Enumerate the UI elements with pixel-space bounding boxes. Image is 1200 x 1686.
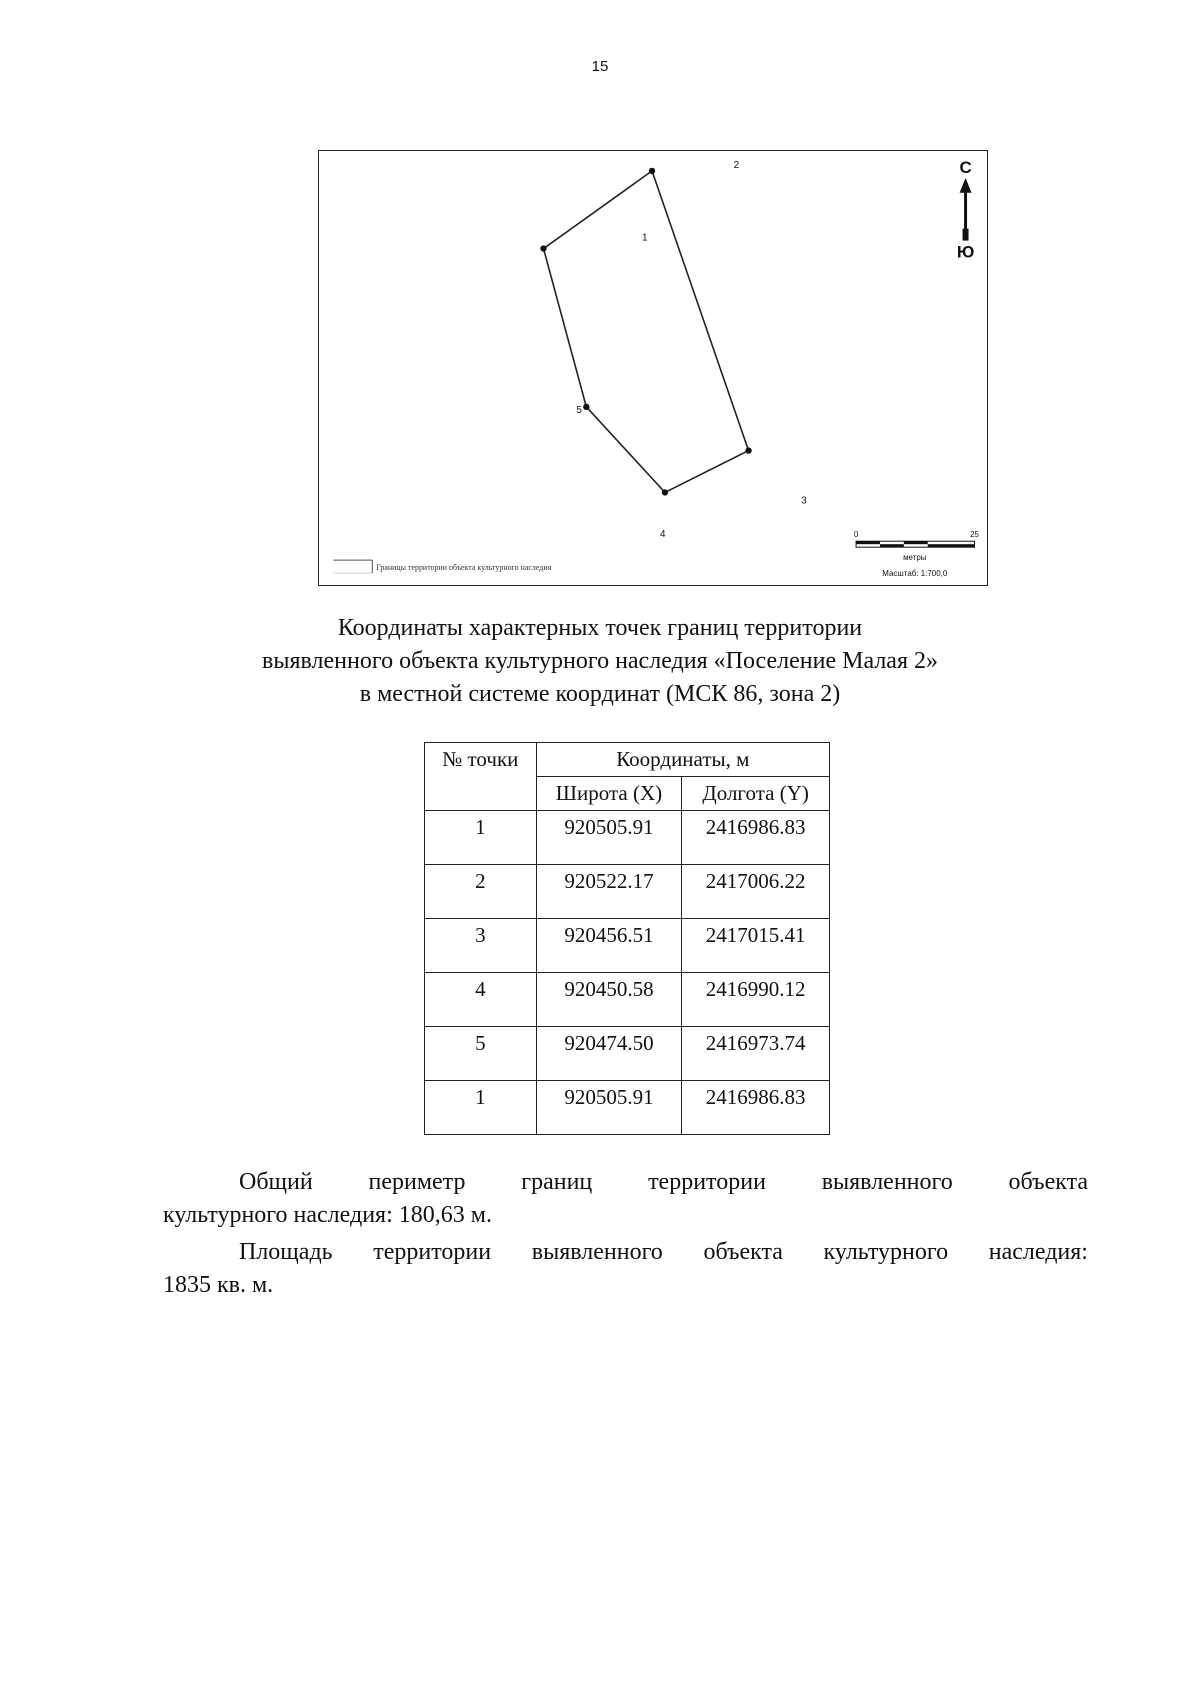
cell-y: 2416973.74 <box>682 1027 830 1081</box>
area-word: территории <box>373 1239 492 1265</box>
point-label-5: 5 <box>576 404 582 416</box>
cell-y: 2416990.12 <box>682 973 830 1027</box>
legend-label: Границы территории объекта культурного наследия <box>376 563 552 573</box>
boundary-point-3 <box>662 489 668 495</box>
table-row <box>425 919 830 973</box>
cell-x: 920505.91 <box>536 1081 682 1135</box>
scale-ratio-label: Масштаб: 1:700,0 <box>882 569 948 579</box>
caption-line-2: выявленного объекта культурного наследия «Поселение Малая 2» <box>262 648 938 674</box>
table-row <box>425 1027 830 1081</box>
header-longitude-y: Долгота (Y) <box>682 777 830 811</box>
area-second-line: 1835 кв. м. <box>163 1272 274 1298</box>
area-first-line <box>163 1236 1088 1269</box>
table-row <box>425 811 830 865</box>
table-row <box>425 1081 830 1135</box>
cell-point: 1 <box>425 1081 537 1135</box>
page-number: 15 <box>591 58 609 75</box>
point-label-4: 4 <box>659 529 666 541</box>
cell-y: 2417015.41 <box>682 919 830 973</box>
north-arrow <box>957 158 974 262</box>
table-caption <box>150 612 1050 711</box>
boundary-point-5 <box>540 245 546 251</box>
table-row <box>425 973 830 1027</box>
area-word: наследия: <box>988 1239 1088 1265</box>
cell-x: 920474.50 <box>536 1027 682 1081</box>
perimeter-word: объекта <box>1008 1169 1088 1195</box>
perimeter-word: выявленного <box>821 1169 953 1195</box>
perimeter-word: территории <box>648 1169 766 1195</box>
cell-point: 5 <box>425 1027 537 1081</box>
header-point-number: № точки <box>425 743 537 811</box>
caption-line-1: Координаты характерных точек границ территории <box>337 615 863 641</box>
area-word: Площадь <box>239 1239 333 1265</box>
header-coordinates: Координаты, м <box>536 743 829 777</box>
cell-point: 1 <box>425 811 537 865</box>
cell-x: 920505.91 <box>536 811 682 865</box>
perimeter-second-line: культурного наследия: 180,63 м. <box>163 1202 492 1228</box>
cell-point: 4 <box>425 973 537 1027</box>
boundary-point-2 <box>745 447 751 453</box>
table-row <box>425 865 830 919</box>
scale-end-label: 25 <box>970 530 979 540</box>
caption-line-3: в местной системе координат (МСК 86, зона 2) <box>359 681 841 707</box>
scale-unit-label: метры <box>903 553 927 563</box>
point-label-2: 2 <box>733 159 740 171</box>
boundary-map-drawing <box>319 151 987 585</box>
area-word: культурного <box>823 1239 949 1265</box>
boundary-point-4 <box>583 404 589 410</box>
north-label: С <box>959 157 972 177</box>
area-paragraph <box>163 1236 1088 1302</box>
header-latitude-x: Широта (X) <box>536 777 682 811</box>
cell-point: 2 <box>425 865 537 919</box>
cell-y: 2416986.83 <box>682 811 830 865</box>
perimeter-paragraph <box>163 1166 1088 1232</box>
perimeter-first-line <box>163 1166 1088 1199</box>
cell-point: 3 <box>425 919 537 973</box>
area-word: выявленного <box>531 1239 663 1265</box>
cell-y: 2417006.22 <box>682 865 830 919</box>
cell-x: 920450.58 <box>536 973 682 1027</box>
perimeter-word: Общий <box>239 1169 313 1195</box>
point-label-3: 3 <box>801 495 807 507</box>
area-word: объекта <box>703 1239 783 1265</box>
point-label-1: 1 <box>642 232 648 244</box>
perimeter-word: границ <box>521 1169 593 1195</box>
coordinates-table <box>424 742 830 1135</box>
boundary-polygon <box>544 171 749 493</box>
south-label: Ю <box>956 242 975 262</box>
scale-start-label: 0 <box>853 530 859 540</box>
boundary-point-1 <box>649 168 655 174</box>
cell-x: 920522.17 <box>536 865 682 919</box>
cell-x: 920456.51 <box>536 919 682 973</box>
boundary-map <box>318 150 988 586</box>
map-legend <box>333 560 551 573</box>
scale-bar <box>854 530 980 578</box>
perimeter-word: периметр <box>368 1169 466 1195</box>
cell-y: 2416986.83 <box>682 1081 830 1135</box>
